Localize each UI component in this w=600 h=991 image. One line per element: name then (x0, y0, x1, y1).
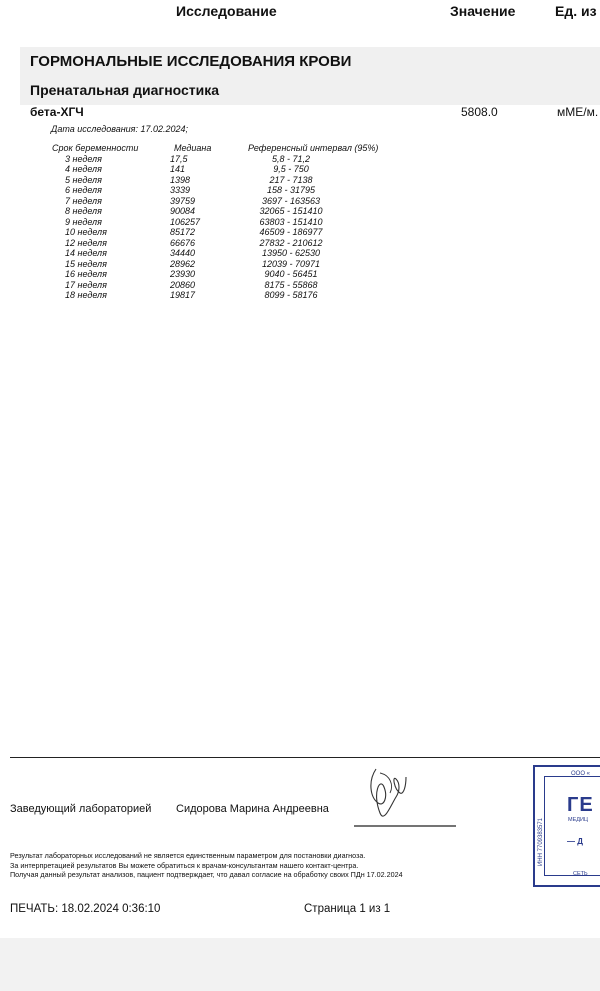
ref-interval: 27832 - 210612 (259, 237, 323, 248)
ref-median: 39759 (170, 195, 196, 206)
ref-week: 14 неделя (65, 248, 107, 258)
ref-interval: 9040 - 56451 (264, 269, 318, 279)
ref-median: 23930 (170, 269, 196, 279)
stamp-inn: ИНН 7709383571 (538, 817, 544, 866)
reference-row (52, 217, 412, 228)
reference-row (52, 185, 412, 196)
test-value: 5808.0 (461, 105, 498, 119)
page-number: Страница 1 из 1 (304, 903, 391, 915)
disclaimer-line: За интерпретацией результатов Вы можете обратиться к врачам-консультантам нашего контакт-центра. (10, 860, 359, 870)
column-header-value: Значение (450, 3, 516, 19)
ref-median: 17,5 (170, 153, 188, 164)
stamp-brand: ГЕ (567, 794, 594, 816)
reference-row (52, 196, 412, 207)
section-title: ГОРМОНАЛЬНЫЕ ИССЛЕДОВАНИЯ КРОВИ (30, 53, 352, 70)
reference-row (52, 206, 412, 217)
ref-week: 9 неделя (65, 216, 102, 227)
disclaimer-line: Получая данный результат анализов, пациент подтверждает, что давал согласие на обработку своих ПДн 17.02.2024 (10, 870, 403, 879)
study-date: Дата исследования: 17.02.2024; (51, 124, 189, 134)
ref-week: 12 неделя (65, 237, 107, 248)
stamp-network: СЕТЬ (573, 871, 588, 877)
reference-row (52, 280, 412, 291)
ref-header-week: Срок беременности (52, 143, 139, 153)
ref-interval: 8175 - 55868 (264, 279, 318, 290)
ref-week: 4 неделя (65, 164, 102, 174)
reference-row (52, 175, 412, 186)
column-header-unit: Ед. из (555, 3, 597, 19)
ref-median: 34440 (170, 248, 196, 258)
ref-week: 17 неделя (65, 279, 107, 290)
reference-row (52, 154, 412, 165)
ref-header-interval: Референсный интервал (95%) (248, 143, 379, 153)
ref-week: 16 неделя (65, 269, 107, 279)
ref-median: 66676 (170, 237, 196, 248)
ref-week: 7 неделя (65, 195, 102, 206)
ref-header-median: Медиана (174, 143, 212, 153)
reference-row (52, 164, 412, 175)
ref-week: 3 неделя (65, 153, 102, 164)
test-unit: мМЕ/м. (557, 105, 599, 119)
ref-interval: 46509 - 186977 (259, 227, 323, 237)
ref-interval: 8099 - 58176 (264, 290, 318, 300)
stamp-inner-frame (544, 776, 600, 876)
lab-stamp (533, 765, 600, 887)
reference-row (52, 290, 412, 301)
ref-median: 20860 (170, 279, 196, 290)
signer-name: Сидорова Марина Андреевна (176, 803, 329, 815)
ref-week: 15 неделя (65, 258, 107, 269)
disclaimer (10, 851, 403, 880)
ref-median: 1398 (170, 174, 191, 185)
reference-row (52, 248, 412, 259)
reference-row (52, 259, 412, 270)
reference-row (52, 227, 412, 238)
column-header-study: Исследование (176, 3, 277, 19)
reference-row (52, 238, 412, 249)
footer-divider (10, 757, 600, 758)
ref-week: 10 неделя (65, 227, 107, 237)
subsection-title: Пренатальная диагностика (30, 82, 220, 98)
print-timestamp: ПЕЧАТЬ: 18.02.2024 0:36:10 (10, 903, 161, 915)
stamp-subtitle: МЕДИЦ (568, 817, 588, 823)
stamp-org: ООО « (571, 771, 591, 777)
ref-interval: 12039 - 70971 (261, 258, 321, 269)
ref-interval: 9,5 - 750 (273, 164, 309, 174)
signer-role: Заведующий лабораторией (10, 803, 152, 815)
ref-median: 106257 (170, 216, 201, 227)
ref-median: 28962 (170, 258, 196, 269)
ref-median: 3339 (170, 185, 191, 195)
ref-week: 8 неделя (65, 206, 102, 216)
ref-interval: 3697 - 163563 (261, 195, 321, 206)
ref-median: 90084 (170, 206, 196, 216)
ref-interval: 217 - 7138 (269, 174, 313, 185)
disclaimer-line: Результат лабораторных исследований не является единственным параметром для постановки диагноза. (10, 851, 366, 860)
ref-interval: 63803 - 151410 (259, 216, 323, 227)
signature-image (350, 763, 460, 831)
stamp-mid: — Д (567, 837, 583, 846)
ref-median: 85172 (170, 227, 196, 237)
reference-row (52, 269, 412, 280)
ref-median: 141 (170, 164, 186, 174)
reference-table (52, 143, 412, 301)
ref-week: 18 неделя (65, 290, 107, 300)
reference-table-header (52, 143, 412, 154)
ref-week: 6 неделя (65, 185, 102, 195)
ref-interval: 158 - 31795 (266, 185, 316, 195)
ref-interval: 13950 - 62530 (261, 248, 321, 258)
ref-interval: 5,8 - 71,2 (271, 153, 311, 164)
ref-interval: 32065 - 151410 (259, 206, 323, 216)
ref-week: 5 неделя (65, 174, 102, 185)
test-name: бета-ХГЧ (30, 105, 84, 119)
ref-median: 19817 (170, 290, 196, 300)
